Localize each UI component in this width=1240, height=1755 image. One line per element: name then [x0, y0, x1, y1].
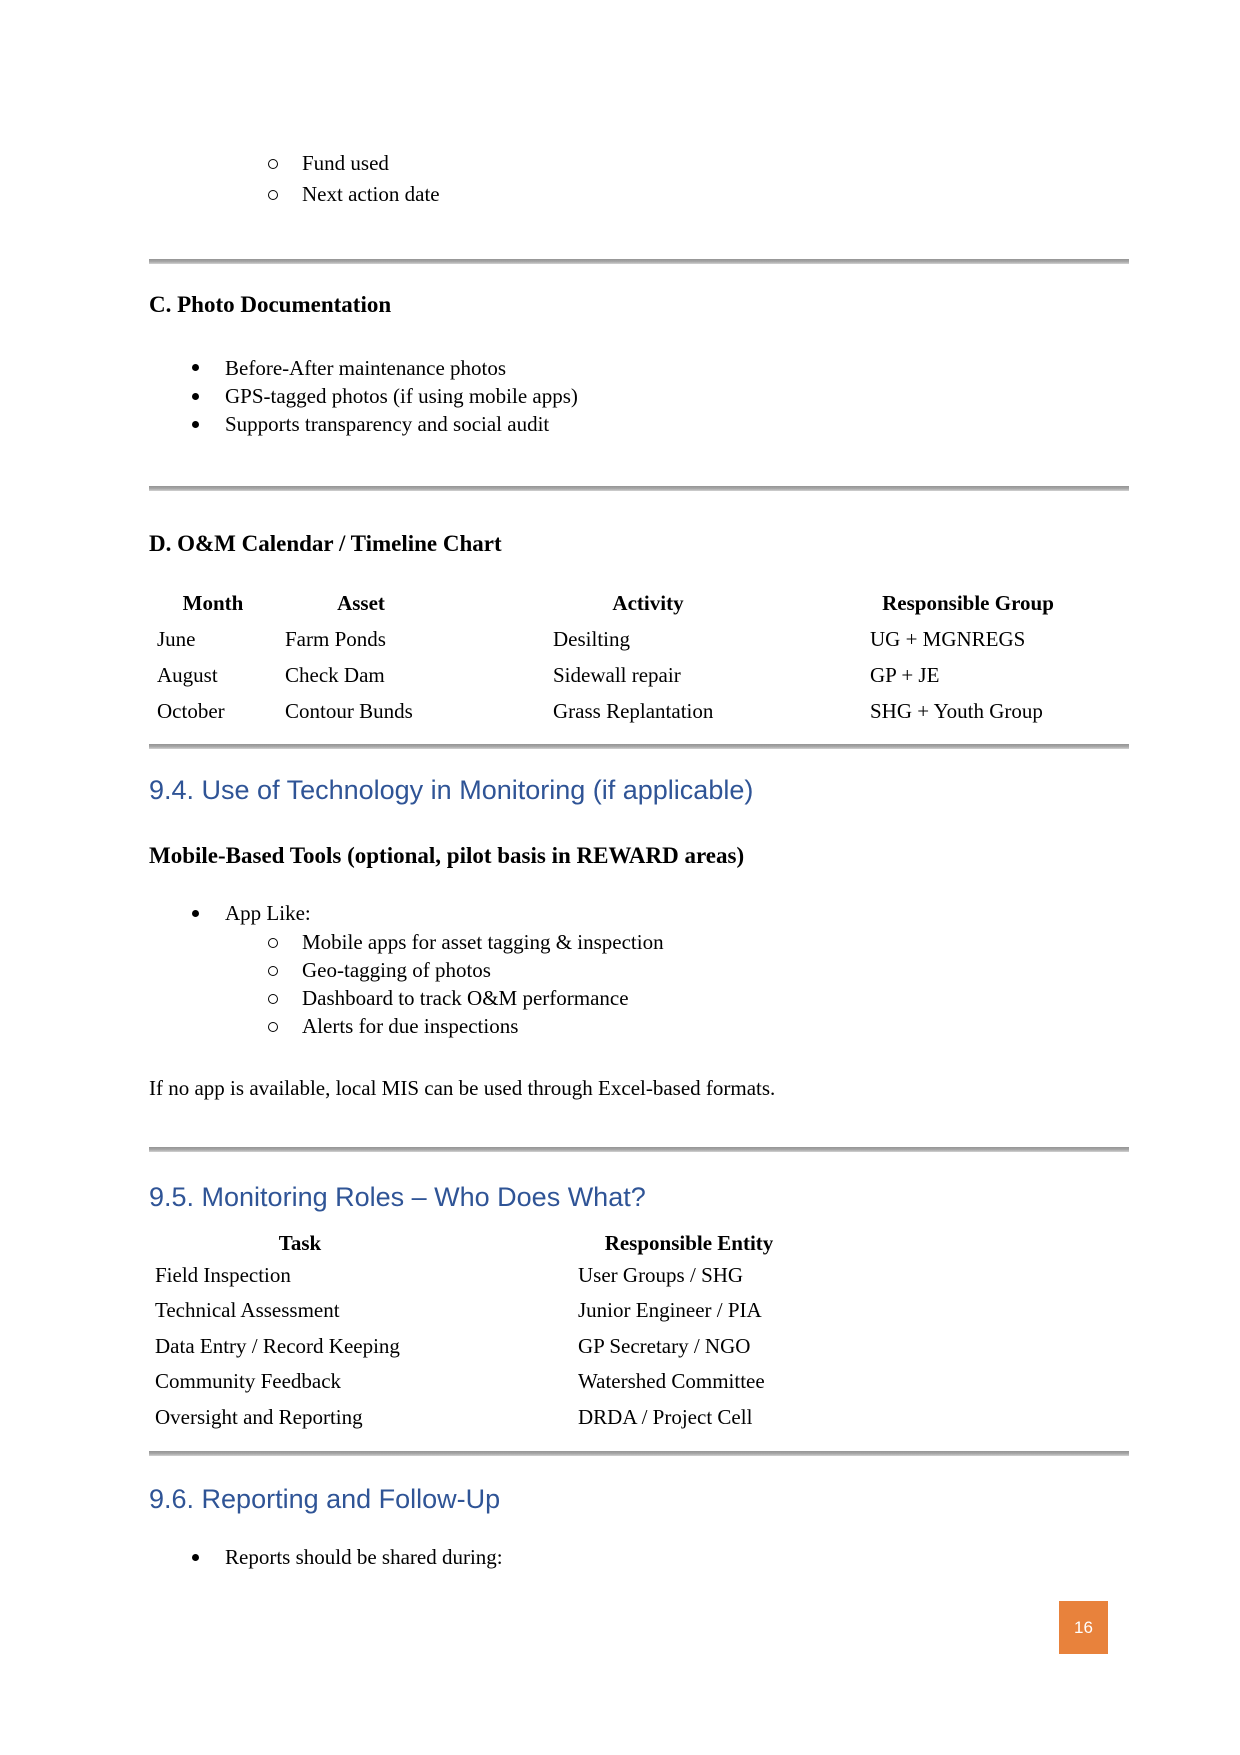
bullet-dot-icon — [192, 910, 199, 917]
table-cell: Check Dam — [285, 663, 385, 687]
table-cell: August — [157, 663, 218, 687]
circle-bullet-icon — [268, 190, 278, 200]
table-row — [0, 698, 1240, 724]
table-row — [0, 1262, 1240, 1288]
table-cell: GP Secretary / NGO — [578, 1334, 751, 1358]
column-header: Activity — [612, 591, 684, 615]
circle-bullet-icon — [268, 159, 278, 169]
section-9-4-subtitle: Mobile-Based Tools (optional, pilot basis in REWARD areas) — [149, 843, 745, 868]
circle-bullet-icon — [268, 966, 278, 976]
table-row — [0, 662, 1240, 688]
page-number-badge — [1059, 1601, 1108, 1654]
table-cell: Data Entry / Record Keeping — [155, 1334, 400, 1358]
table-cell: June — [157, 627, 196, 651]
circle-bullet-icon — [268, 938, 278, 948]
table-cell: Grass Replantation — [553, 699, 714, 723]
table-cell: October — [157, 699, 225, 723]
bullet-dot-icon — [192, 393, 199, 400]
column-header: Month — [182, 591, 244, 615]
table-cell: Field Inspection — [155, 1263, 291, 1287]
table-cell: Watershed Committee — [578, 1369, 765, 1393]
sub-bullet-item: Geo-tagging of photos — [302, 958, 491, 982]
table-row — [0, 1368, 1240, 1394]
bullet-dot-icon — [192, 1554, 199, 1561]
column-header: Responsible Group — [882, 591, 1054, 615]
heading-9-5: 9.5. Monitoring Roles – Who Does What? — [149, 1182, 646, 1212]
table-cell: Oversight and Reporting — [155, 1405, 363, 1429]
table-row — [0, 1404, 1240, 1430]
column-header: Asset — [337, 591, 385, 615]
horizontal-rule — [149, 744, 1129, 749]
bullet-item: Reports should be shared during: — [225, 1545, 503, 1569]
bullet-item: Supports transparency and social audit — [225, 412, 550, 436]
horizontal-rule — [149, 1147, 1129, 1152]
section-c-title: C. Photo Documentation — [149, 292, 392, 317]
heading-9-4: 9.4. Use of Technology in Monitoring (if applicable) — [149, 775, 754, 805]
horizontal-rule — [149, 259, 1129, 264]
horizontal-rule — [149, 1451, 1129, 1456]
circle-bullet-icon — [268, 1022, 278, 1032]
sub-bullet-item: Alerts for due inspections — [302, 1014, 519, 1038]
table-cell: User Groups / SHG — [578, 1263, 744, 1287]
table-row — [0, 1297, 1240, 1323]
circle-bullet-icon — [268, 994, 278, 1004]
bullet-item: GPS-tagged photos (if using mobile apps) — [225, 384, 578, 408]
table-cell: Desilting — [553, 627, 630, 651]
table-row — [0, 626, 1240, 652]
bullet-item: Before-After maintenance photos — [225, 356, 507, 380]
sub-bullet-item: Next action date — [302, 182, 440, 206]
sub-bullet-item: Mobile apps for asset tagging & inspection — [302, 930, 664, 954]
section-d-title: D. O&M Calendar / Timeline Chart — [149, 531, 502, 556]
table-cell: DRDA / Project Cell — [578, 1405, 753, 1429]
table-header-row — [0, 590, 1240, 616]
heading-9-6: 9.6. Reporting and Follow-Up — [149, 1484, 501, 1514]
table-cell: UG + MGNREGS — [870, 627, 1026, 651]
bullet-dot-icon — [192, 364, 199, 371]
horizontal-rule — [149, 486, 1129, 491]
sub-bullet-item: Fund used — [302, 151, 389, 175]
table-cell: Sidewall repair — [553, 663, 681, 687]
table-cell: SHG + Youth Group — [870, 699, 1043, 723]
table-cell: Contour Bunds — [285, 699, 413, 723]
column-header: Responsible Entity — [604, 1231, 774, 1255]
bullet-dot-icon — [192, 421, 199, 428]
table-cell: Junior Engineer / PIA — [578, 1298, 762, 1322]
column-header: Task — [278, 1231, 322, 1255]
bullet-item: App Like: — [225, 901, 311, 925]
table-cell: Technical Assessment — [155, 1298, 340, 1322]
sub-bullet-item: Dashboard to track O&M performance — [302, 986, 629, 1010]
table-header-row — [0, 1230, 1240, 1256]
table-cell: Farm Ponds — [285, 627, 386, 651]
table-row — [0, 1333, 1240, 1359]
paragraph-note: If no app is available, local MIS can be used through Excel-based formats. — [149, 1076, 776, 1100]
page-number: 16 — [1074, 1617, 1093, 1637]
table-cell: GP + JE — [870, 663, 940, 687]
table-cell: Community Feedback — [155, 1369, 342, 1393]
